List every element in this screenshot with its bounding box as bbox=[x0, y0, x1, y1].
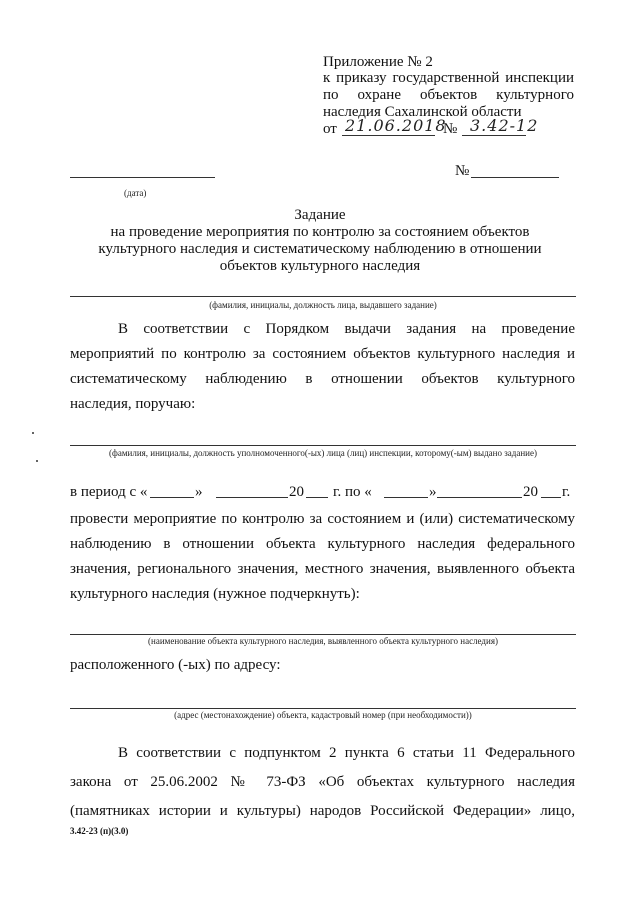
title-line: культурного наследия и систематическому наблюдению в отношении bbox=[98, 241, 542, 257]
period-text: 20 bbox=[523, 484, 538, 500]
period-text: в период с « bbox=[70, 484, 148, 500]
number-field-line bbox=[471, 177, 559, 178]
handwritten-number: 3.42-12 bbox=[470, 116, 539, 135]
appendix-line: наследия Сахалинской области bbox=[323, 104, 522, 120]
authorized-caption: (фамилия, инициалы, должность уполномоченного(-ых) лица (лиц) инспекции, которому(-ым) выдано задание) bbox=[109, 448, 537, 458]
paragraph-line: мероприятий по контролю за состоянием объектов культурного наследия и bbox=[70, 346, 575, 362]
period-end-year-line bbox=[541, 497, 561, 498]
period-text: » bbox=[429, 484, 437, 500]
paragraph-line: наследия, поручаю: bbox=[70, 396, 196, 412]
paragraph-line: значения, регионального значения, местного значения, выявленного объекта bbox=[70, 561, 575, 577]
appendix-from-label: от bbox=[323, 121, 337, 137]
title-line: объектов культурного наследия bbox=[219, 258, 421, 274]
appendix-title: Приложение № 2 bbox=[323, 54, 433, 70]
located-text: расположенного (-ых) по адресу: bbox=[70, 657, 281, 673]
period-text: 20 bbox=[289, 484, 304, 500]
period-start-month-line bbox=[216, 497, 288, 498]
paragraph-line: наблюдению в отношении объекта культурного наследия федерального bbox=[70, 536, 575, 552]
paragraph-line: В соответствии с Порядком выдачи задания на проведение bbox=[118, 321, 575, 337]
paragraph-line: В соответствии с подпунктом 2 пункта 6 статьи 11 Федерального bbox=[118, 745, 575, 761]
issuer-caption: (фамилия, инициалы, должность лица, выдавшего задание) bbox=[209, 300, 437, 310]
address-caption: (адрес (местонахождение) объекта, кадастровый номер (при необходимости)) bbox=[174, 710, 472, 720]
paragraph-line: (памятниках истории и культуры) народов Российской Федерации» лицо, bbox=[70, 803, 575, 819]
period-text: г. bbox=[562, 484, 571, 500]
scan-speck bbox=[32, 432, 34, 434]
object-name-field-line bbox=[70, 634, 576, 635]
issuer-field-line bbox=[70, 296, 576, 297]
date-field-line bbox=[70, 177, 215, 178]
appendix-number-label: № bbox=[443, 121, 458, 137]
scan-speck bbox=[36, 460, 38, 462]
appendix-line: по охране объектов культурного bbox=[323, 87, 574, 103]
appendix-line: к приказу государственной инспекции bbox=[323, 70, 574, 86]
date-underline bbox=[342, 135, 435, 136]
title-line: на проведение мероприятия по контролю за состоянием объектов bbox=[110, 224, 530, 240]
paragraph-line: систематическому наблюдению в отношении объектов культурного bbox=[70, 371, 575, 387]
number-underline bbox=[462, 135, 526, 136]
address-field-line bbox=[70, 708, 576, 709]
period-end-day-line bbox=[384, 497, 428, 498]
period-end-month-line bbox=[437, 497, 522, 498]
authorized-field-line bbox=[70, 445, 576, 446]
paragraph-line: закона от 25.06.2002 № 73-ФЗ «Об объектах культурного наследия bbox=[70, 774, 575, 790]
period-text: » bbox=[195, 484, 203, 500]
date-caption: (дата) bbox=[124, 188, 147, 198]
footer-code: 3.42-23 (п)(3.0) bbox=[70, 826, 129, 836]
paragraph-line: культурного наследия (нужное подчеркнуть): bbox=[70, 586, 360, 602]
period-start-year-line bbox=[306, 497, 328, 498]
paragraph-line: провести мероприятие по контролю за состоянием и (или) систематическому bbox=[70, 511, 575, 527]
period-start-day-line bbox=[150, 497, 194, 498]
object-name-caption: (наименование объекта культурного наследия, выявленного объекта культурного наследия) bbox=[148, 636, 498, 646]
number-sign: № bbox=[455, 163, 470, 179]
title-word: Задание bbox=[294, 207, 346, 223]
handwritten-date: 21.06.2018 bbox=[345, 116, 447, 135]
period-text: г. по « bbox=[333, 484, 372, 500]
